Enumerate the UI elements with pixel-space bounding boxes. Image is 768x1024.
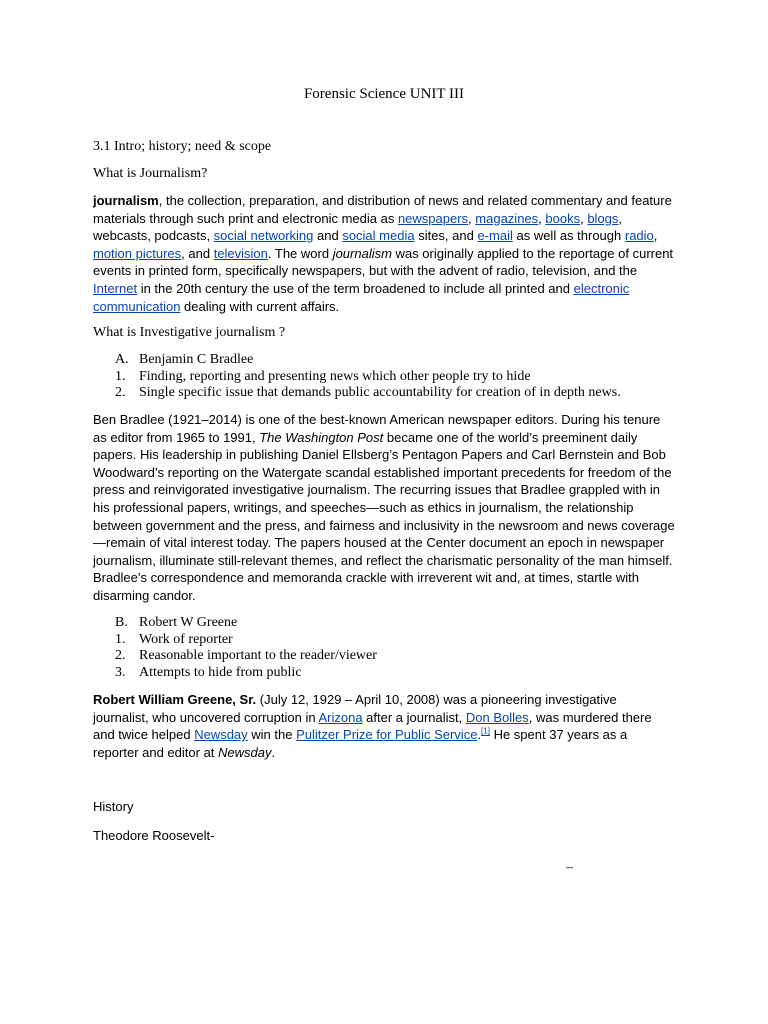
greene-paragraph	[93, 691, 675, 761]
list-item	[115, 615, 377, 632]
text-run: dealing with current affairs.	[180, 298, 340, 314]
trailing-dash: –	[566, 860, 573, 875]
text-run: He spent 37 years as a reporter and editor at	[93, 727, 628, 760]
link-motion-pictures[interactable]: motion pictures	[93, 245, 182, 261]
list-item	[115, 648, 377, 665]
text-run: ,	[653, 228, 658, 244]
text-run: as well as through	[512, 228, 625, 244]
journalism-term: journalism	[93, 193, 159, 208]
greene-name: Robert William Greene, Sr.	[93, 692, 257, 707]
journalism-paragraph	[93, 192, 675, 315]
list-marker: 1.	[115, 631, 126, 647]
link-blogs[interactable]: blogs	[587, 210, 619, 226]
section-heading: 3.1 Intro; history; need & scope	[93, 139, 272, 154]
list-text: Attempts to hide from public	[139, 664, 302, 680]
text-run: in the 20th century the use of the term broadened to include all printed and	[137, 280, 574, 296]
text-run: (July 12, 1929 – April 10, 2008) was a pioneering investigative journalist, who uncovered corruption in	[93, 692, 617, 725]
list-text: Robert W Greene	[139, 615, 238, 630]
list-marker: 3.	[115, 664, 126, 680]
link-pulitzer-prize[interactable]: Pulitzer Prize for Public Service	[296, 727, 478, 743]
text-run: was originally applied to the reportage of current events in printed form, specifically newspapers, but with the advent of radio, television, and the	[93, 245, 674, 279]
history-heading: History	[93, 799, 134, 814]
bradlee-paragraph	[93, 411, 675, 605]
list-marker: 2.	[115, 385, 126, 400]
list-marker: 2.	[115, 648, 126, 663]
link-newsday[interactable]: Newsday	[194, 727, 248, 743]
text-run: , webcasts, podcasts,	[93, 210, 623, 244]
list-text: Single specific issue that demands public accountability for creation of in depth news.	[139, 385, 621, 400]
text-run: , and	[181, 245, 214, 261]
list-item	[115, 665, 377, 682]
text-run: .	[271, 744, 276, 760]
text-run: Ben Bradlee (1921–2014) is one of the best-known American newspaper editors. During his tenure as editor from 1965 to 1991,	[93, 412, 661, 445]
list-greene	[115, 615, 377, 681]
text-run: win the	[247, 727, 297, 743]
journalism-word: journalism	[332, 245, 392, 261]
link-magazines[interactable]: magazines	[475, 210, 539, 226]
text-run: , was murdered there and twice helped	[93, 709, 652, 743]
text-run: and	[313, 228, 343, 244]
text-run: ,	[468, 210, 476, 226]
link-internet[interactable]: Internet	[93, 280, 138, 296]
list-marker: 1.	[115, 368, 126, 384]
text-run: became one of the world’s preeminent daily papers. His leadership in publishing Daniel Ellsberg’s Pentagon Papers and Carl Bernstein and Bob Woodward’s reporting on the Watergate scandal established important precedents for freedom of the press and reinvigorated investigative journalism. The recurring issues that Bradlee grappled with in his professional papers, writings, and speeches—such as ethics in journalism, the relationship between government and the press, and fairness and inclusivity in the newsroom and news coverage—remain of vital interest today. The papers housed at the Center document an epoch in newspaper journalism, illuminate still-relevant themes, and reflect the charismatic personality of the man himself. Bradlee’s correspondence and memoranda crackle with irreverent wit and, at times, startle with disarming candor.	[93, 429, 675, 603]
reference-link[interactable]: [1]	[481, 726, 490, 736]
link-electronic-communication[interactable]: electronic communication	[93, 280, 630, 314]
list-bradlee	[115, 352, 621, 402]
link-social-media[interactable]: social media	[342, 228, 415, 244]
document-title: Forensic Science UNIT III	[303, 86, 465, 102]
text-run: .	[477, 727, 482, 743]
text-run: ,	[538, 210, 546, 226]
list-text: Benjamin C Bradlee	[139, 352, 254, 367]
text-run: . The word	[267, 245, 333, 261]
list-text: Work of reporter	[139, 631, 233, 647]
link-social-networking[interactable]: social networking	[213, 228, 314, 244]
washington-post-title: The Washington Post	[259, 429, 384, 445]
list-item	[115, 352, 621, 369]
list-text: Reasonable important to the reader/viewer	[139, 648, 377, 663]
list-item	[115, 632, 377, 649]
question-investigative: What is Investigative journalism ?	[93, 325, 286, 340]
link-television[interactable]: television	[213, 245, 268, 261]
link-newspapers[interactable]: newspapers	[397, 210, 469, 226]
text-run: ,	[580, 210, 588, 226]
text-run: after a journalist,	[362, 709, 466, 725]
roosevelt-line: Theodore Roosevelt-	[93, 828, 215, 843]
list-marker: B.	[115, 615, 128, 630]
list-marker: A.	[115, 352, 129, 367]
link-don-bolles[interactable]: Don Bolles	[465, 709, 529, 725]
link-radio[interactable]: radio	[624, 228, 654, 244]
link-email[interactable]: e-mail	[477, 228, 513, 244]
question-journalism: What is Journalism?	[93, 166, 208, 181]
text-run: sites, and	[414, 228, 478, 244]
text-run: , the collection, preparation, and distribution of news and related commentary and feature materials through such print and electronic media as	[93, 193, 672, 226]
list-item	[115, 385, 621, 402]
link-books[interactable]: books	[545, 210, 581, 226]
list-item	[115, 369, 621, 386]
link-arizona[interactable]: Arizona	[318, 709, 363, 725]
newsday-title: Newsday	[218, 744, 272, 760]
list-text: Finding, reporting and presenting news which other people try to hide	[139, 368, 531, 384]
